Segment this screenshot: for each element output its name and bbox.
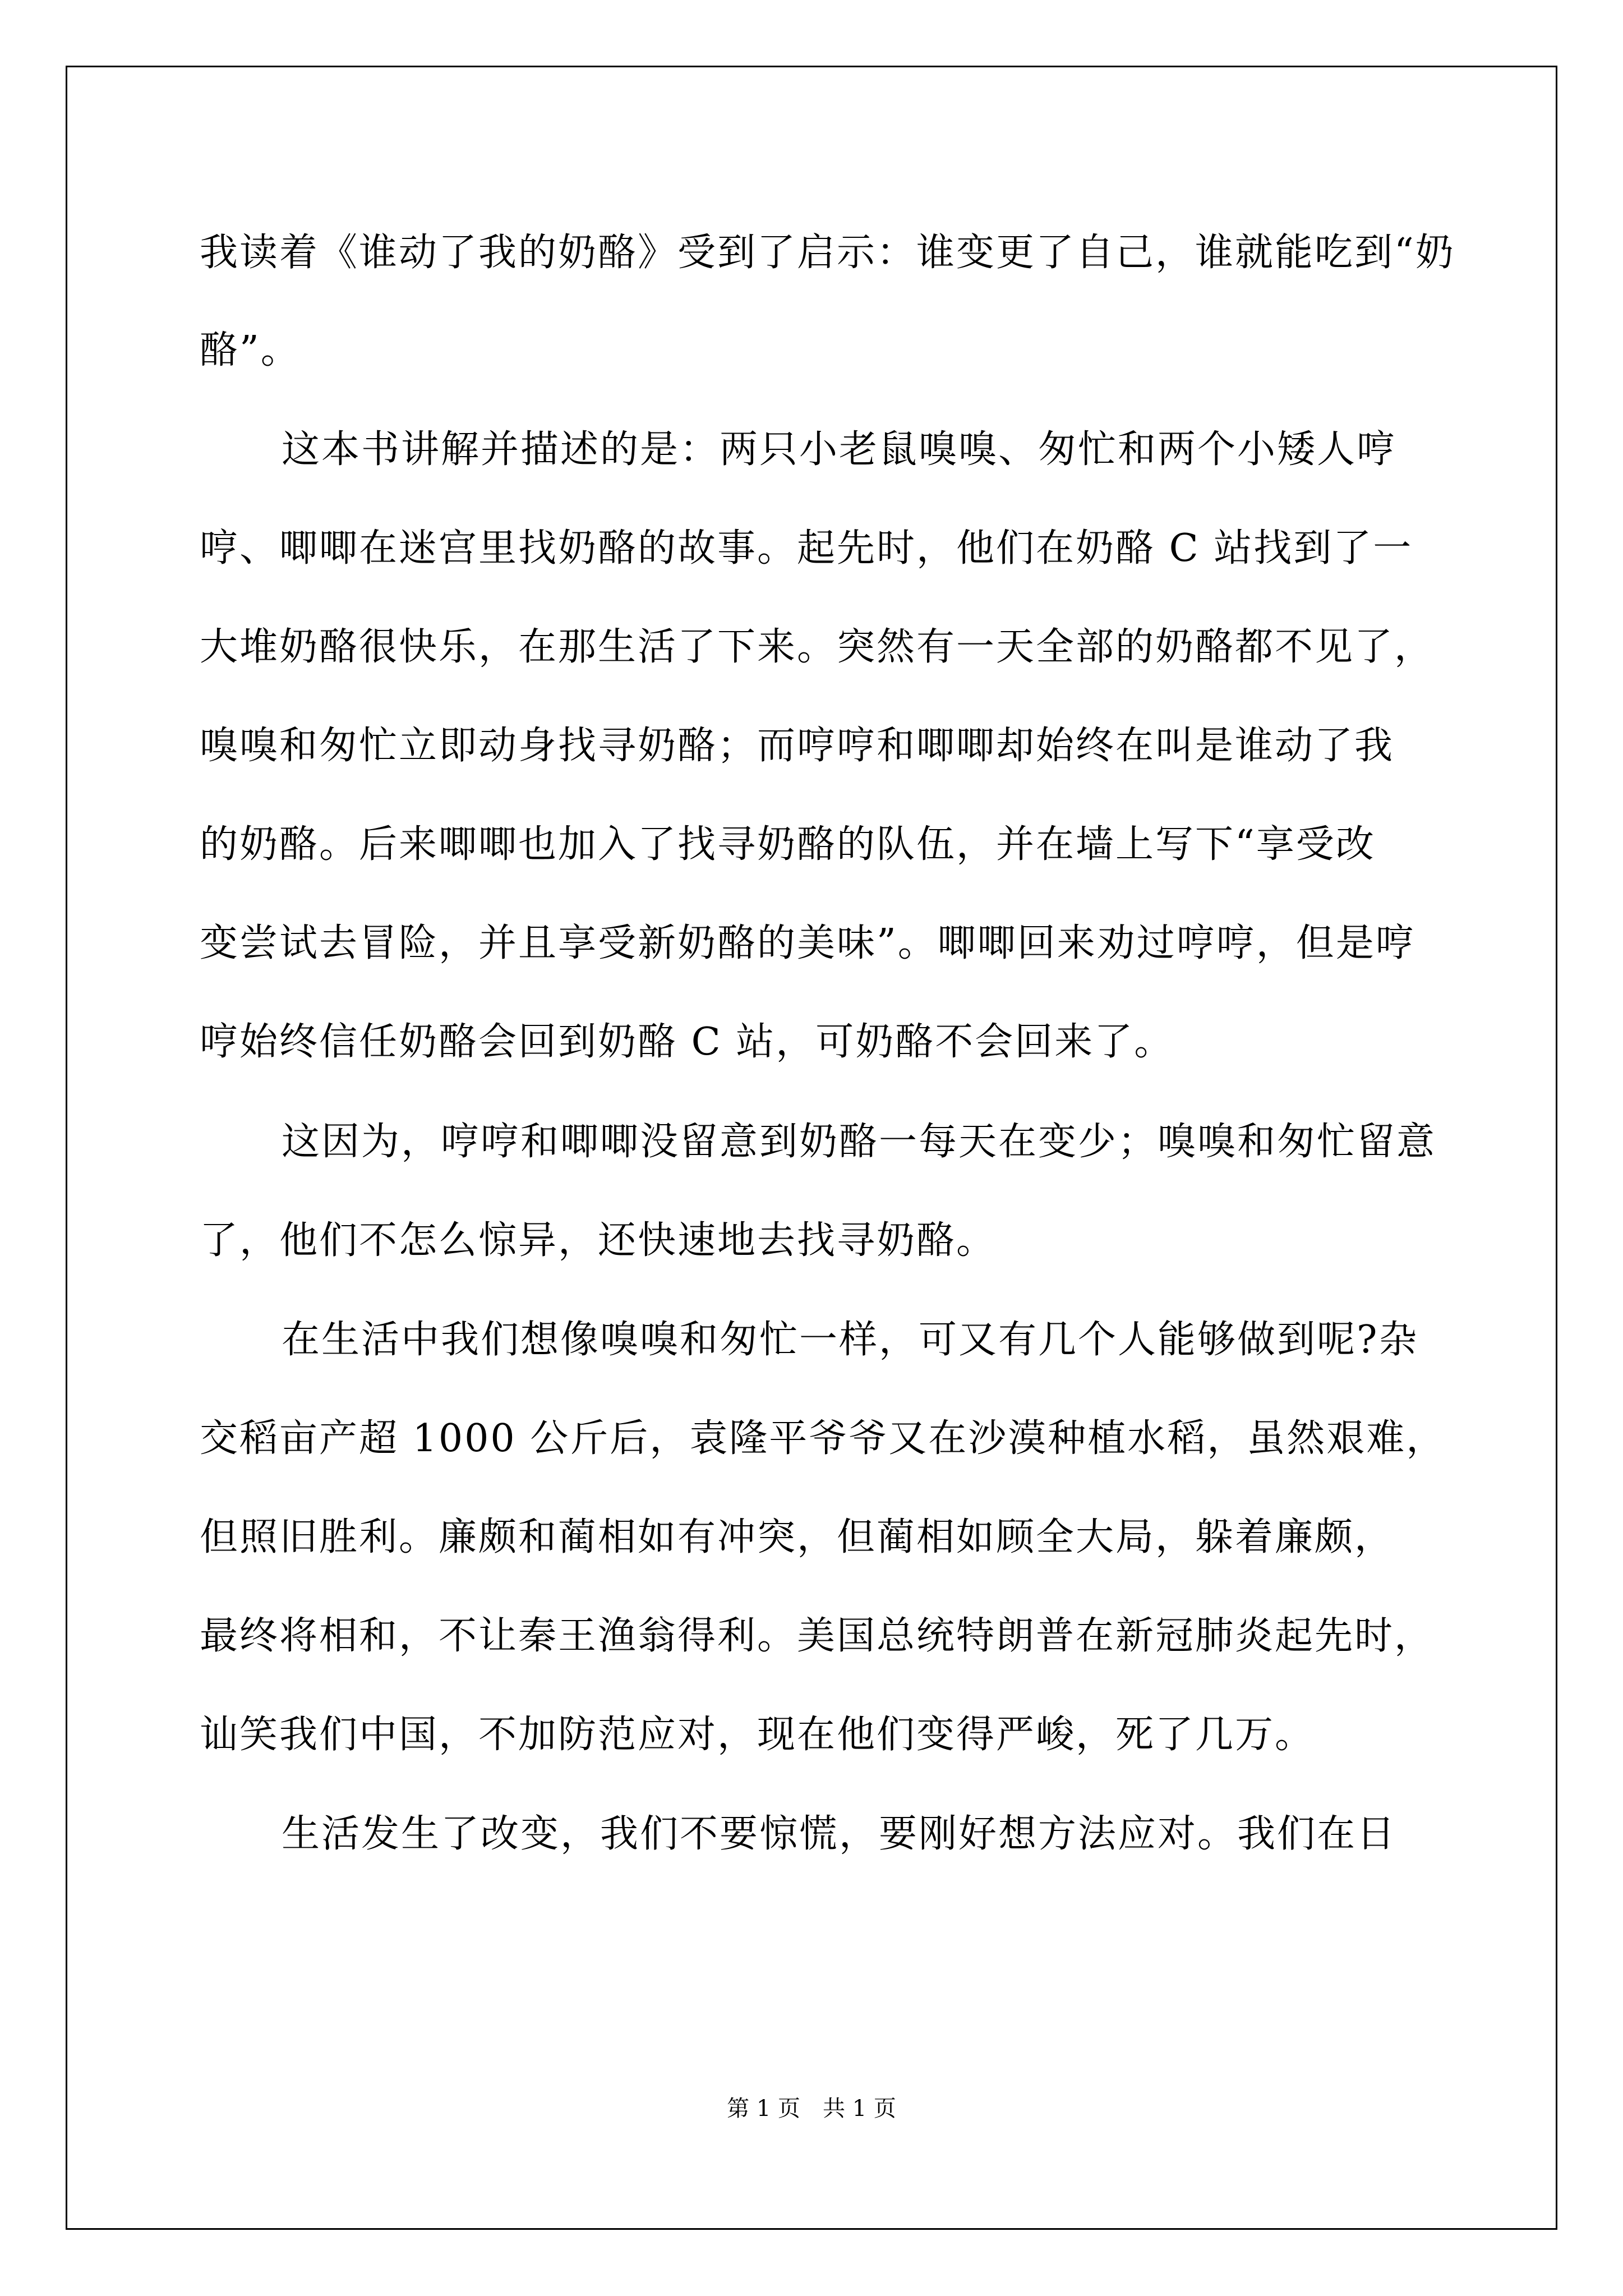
text-line: 生活发生了改变，我们不要惊慌，要刚好想方法应对。我们在日 bbox=[282, 1812, 1397, 1856]
text-line: 哼、唧唧在迷宫里找奶酪的故事。起先时，他们在奶酪 C 站找到了一 bbox=[200, 526, 1413, 570]
text-line: 讪笑我们中国，不加防范应对，现在他们变得严峻，死了几万。 bbox=[200, 1713, 1315, 1757]
text-line: 的奶酪。后来唧唧也加入了找寻奶酪的队伍，并在墙上写下“享受改 bbox=[200, 822, 1376, 867]
text-line: 了，他们不怎么惊异，还快速地去找寻奶酪。 bbox=[200, 1218, 997, 1263]
text-line: 最终将相和，不让秦王渔翁得利。美国总统特朗普在新冠肺炎起先时， bbox=[200, 1614, 1435, 1658]
text-line: 这本书讲解并描述的是：两只小老鼠嗅嗅、匆忙和两个小矮人哼 bbox=[282, 427, 1397, 472]
text-line: 哼始终信任奶酪会回到奶酪 C 站，可奶酪不会回来了。 bbox=[200, 1020, 1174, 1064]
text-line: 酪”。 bbox=[200, 328, 301, 372]
text-line: 嗅嗅和匆忙立即动身找寻奶酪；而哼哼和唧唧却始终在叫是谁动了我 bbox=[200, 724, 1395, 768]
text-line: 这因为，哼哼和唧唧没留意到奶酪一每天在变少；嗅嗅和匆忙留意 bbox=[282, 1120, 1437, 1164]
text-line: 在生活中我们想像嗅嗅和匆忙一样，可又有几个人能够做到呢?杂 bbox=[282, 1318, 1419, 1362]
text-line: 大堆奶酪很快乐，在那生活了下来。突然有一天全部的奶酪都不见了， bbox=[200, 625, 1435, 669]
text-line: 但照旧胜利。廉颇和蔺相如有冲突，但蔺相如顾全大局，躲着廉颇， bbox=[200, 1515, 1395, 1559]
page-number-footer: 第 1 页 共 1 页 bbox=[727, 2096, 896, 2122]
text-line: 变尝试去冒险，并且享受新奶酪的美味”。唧唧回来劝过哼哼，但是哼 bbox=[200, 921, 1415, 965]
text-line: 我读着《谁动了我的奶酪》受到了启示：谁变更了自己，谁就能吃到“奶 bbox=[200, 231, 1455, 275]
text-line: 交稻亩产超 1000 公斤后，袁隆平爷爷又在沙漠种植水稻，虽然艰难， bbox=[200, 1416, 1446, 1461]
